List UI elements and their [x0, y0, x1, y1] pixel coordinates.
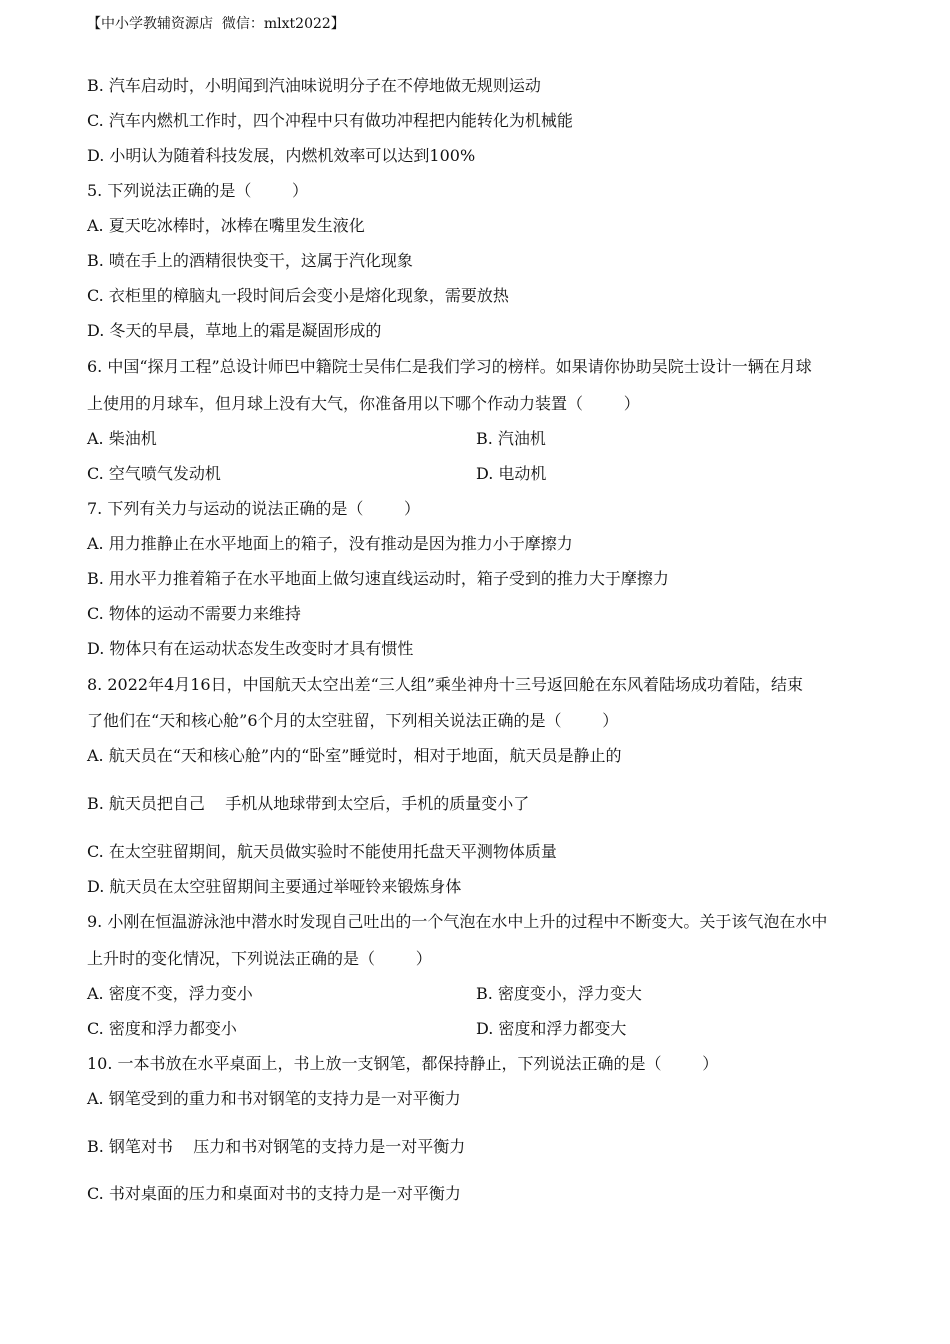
- q7-option-d: D. 物体只有在运动状态发生改变时才具有惯性: [87, 639, 414, 658]
- q7-option-a: A. 用力推静止在水平地面上的箱子，没有推动是因为推力小于摩擦力: [87, 534, 573, 553]
- q8-option-c: C. 在太空驻留期间，航天员做实验时不能使用托盘天平测物体质量: [87, 842, 557, 861]
- q9-option-c: C. 密度和浮力都变小: [87, 1019, 237, 1038]
- q4-option-d: D. 小明认为随着科技发展，内燃机效率可以达到100%: [87, 146, 476, 165]
- q5-option-c: C. 衣柜里的樟脑丸一段时间后会变小是熔化现象，需要放热: [87, 286, 509, 305]
- q10-option-c: C. 书对桌面的压力和桌面对书的支持力是一对平衡力: [87, 1184, 461, 1203]
- q8-stem-line1: 8. 2022年4月16日，中国航天太空出差“三人组”乘坐神舟十三号返回舱在东风着陆场成功着陆，结束: [87, 675, 803, 694]
- q6-option-c: C. 空气喷气发动机: [87, 464, 221, 483]
- q7-option-b: B. 用水平力推着箱子在水平地面上做匀速直线运动时，箱子受到的推力大于摩擦力: [87, 569, 669, 588]
- q10-stem: 10. 一本书放在水平桌面上，书上放一支钢笔，都保持静止，下列说法正确的是（ ）: [87, 1054, 719, 1073]
- q8-stem-line2: 了他们在“天和核心舱”6个月的太空驻留，下列相关说法正确的是（ ）: [87, 711, 619, 730]
- q7-stem: 7. 下列有关力与运动的说法正确的是（ ）: [87, 499, 421, 518]
- q6-stem-line2: 上使用的月球车，但月球上没有大气，你准备用以下哪个作动力装置（ ）: [87, 394, 640, 413]
- q5-stem: 5. 下列说法正确的是（ ）: [87, 181, 309, 200]
- q10-option-a: A. 钢笔受到的重力和书对钢笔的支持力是一对平衡力: [87, 1089, 461, 1108]
- q8-option-b: B. 航天员把自己 手机从地球带到太空后，手机的质量变小了: [87, 794, 530, 813]
- q5-option-a: A. 夏天吃冰棒时，冰棒在嘴里发生液化: [87, 216, 365, 235]
- q9-option-a: A. 密度不变，浮力变小: [87, 984, 253, 1003]
- q5-option-b: B. 喷在手上的酒精很快变干，这属于汽化现象: [87, 251, 413, 270]
- q5-option-d: D. 冬天的早晨，草地上的霜是凝固形成的: [87, 321, 382, 340]
- q6-option-d: D. 电动机: [476, 464, 547, 483]
- q9-stem-line2: 上升时的变化情况，下列说法正确的是（ ）: [87, 949, 432, 968]
- q6-stem-line1: 6. 中国“探月工程”总设计师巴中籍院士吴伟仁是我们学习的榜样。如果请你协助吴院士设计一辆在月球: [87, 357, 812, 376]
- q6-option-b: B. 汽油机: [476, 429, 546, 448]
- q9-option-b: B. 密度变小，浮力变大: [476, 984, 642, 1003]
- q10-option-b: B. 钢笔对书 压力和书对钢笔的支持力是一对平衡力: [87, 1137, 466, 1156]
- q9-stem-line1: 9. 小刚在恒温游泳池中潜水时发现自己吐出的一个气泡在水中上升的过程中不断变大。关于该气泡在水中: [87, 912, 828, 931]
- page-header: 【中小学教辅资源店 微信：mlxt2022】: [87, 16, 345, 32]
- q6-option-a: A. 柴油机: [87, 429, 157, 448]
- q8-option-d: D. 航天员在太空驻留期间主要通过举哑铃来锻炼身体: [87, 877, 462, 896]
- q4-option-c: C. 汽车内燃机工作时，四个冲程中只有做功冲程把内能转化为机械能: [87, 111, 573, 130]
- q9-option-d: D. 密度和浮力都变大: [476, 1019, 627, 1038]
- q8-option-a: A. 航天员在“天和核心舱”内的“卧室”睡觉时，相对于地面，航天员是静止的: [87, 746, 622, 765]
- q7-option-c: C. 物体的运动不需要力来维持: [87, 604, 301, 623]
- q4-option-b: B. 汽车启动时，小明闻到汽油味说明分子在不停地做无规则运动: [87, 76, 541, 95]
